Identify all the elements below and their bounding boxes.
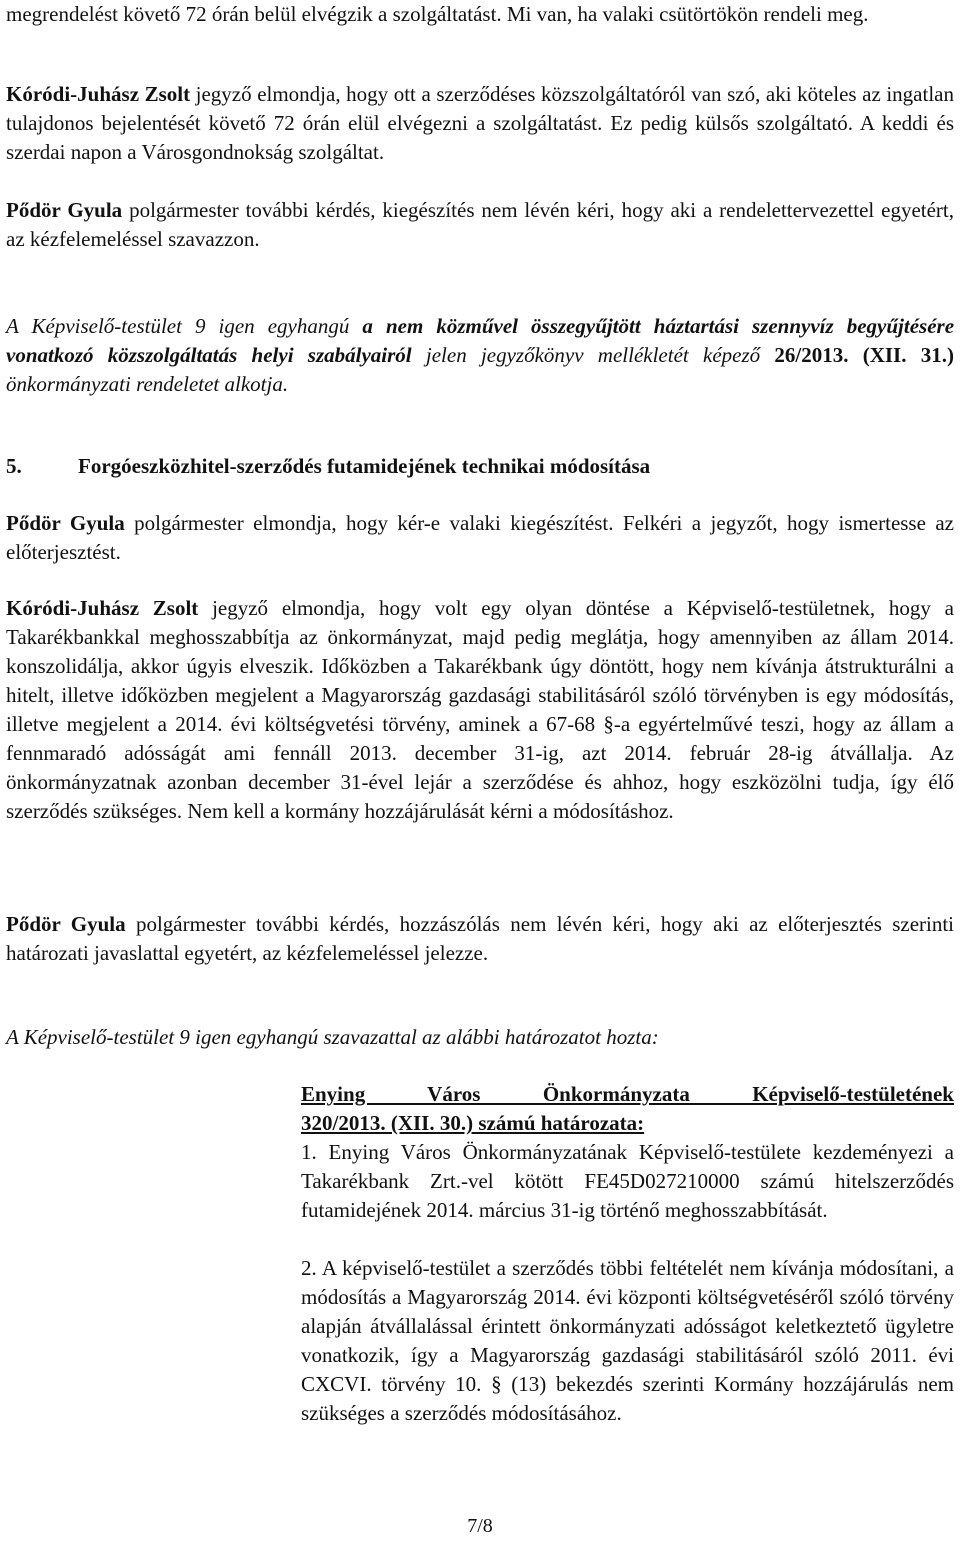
decision-mid: jelen jegyzőkönyv mellékletét képező — [411, 343, 775, 367]
resolution-item-2: 2. A képviselő-testület a szerződés többi feltételét nem kívánja módosítani, a módosítás a Magyarország 2014. évi központi költségvetéséről szóló törvény alapján átvállalással érintett önkormányzati adósságot keletkeztető ügyletre vonatkozik, így a Magyarország gazdasági stabilitásáról szóló 2011. évi CXCVI. törvény 10. § (13) bekezdés szerinti Kormány hozzájárulás nem szükséges a szerződés módosításához. — [301, 1256, 954, 1425]
resolution-number: 320/2013. (XII. 30.) számú határozata: — [301, 1111, 645, 1135]
paragraph-text: polgármester további kérdés, kiegészítés nem lévén kéri, hogy aki a rendelettervezettel egyetért, az kézfelemeléssel szavazzon. — [6, 198, 955, 251]
speaker-name: Pődör Gyula — [6, 511, 125, 535]
paragraph-text: polgármester elmondja, hogy kér-e valaki kiegészítést. Felkéri a jegyzőt, hogy ismertesse az előterjesztést. — [6, 511, 954, 564]
decree-number: 26/2013. (XII. 31.) — [774, 343, 954, 367]
spacer — [301, 1225, 954, 1254]
resolution-item-1: 1. Enying Város Önkormányzatának Képviselő-testülete kezdeményezi a Takarékbank Zrt.-vel kötött FE45D027210000 számú hitelszerződés futamidejének 2014. március 31-ig történő meghosszabbítását. — [301, 1140, 954, 1222]
decision-intro: A Képviselő-testület 9 igen egyhangú — [6, 314, 363, 338]
section-heading — [6, 452, 954, 481]
decree-title: a nem közművel összegyűjtött háztartási szennyvíz begyűjtésére vonatkozó közszolgáltatás helyi szabályairól — [6, 314, 955, 367]
speaker-name: Kóródi-Juhász Zsolt — [6, 596, 199, 620]
section-title: Forgóeszközhitel-szerződés futamidejének technikai módosítása — [78, 454, 651, 478]
paragraph-text: jegyző elmondja, hogy volt egy olyan döntése a Képviselő-testületnek, hogy a Takarékbankkal meghosszabbítja az önkormányzat, majd pedig meglátja, hogy amennyiben az állam 2014. konszolidálja, akkor úgyis elveszik. Időközben a Takarékbank úgy döntött, hogy nem kívánja átstrukturálni a hitelt, illetve időközben megjelent a Magyarország gazdasági stabilitásáról szóló törvényben is egy módosítás, illetve megjelent a 2014. évi költségvetési törvény, aminek a 67-68 §-a egyértelművé teszi, hogy az állam a fennmaradó adósságát ami fennáll 2013. december 31-ig, azt 2014. február 28-ig átvállalja. Az önkormányzatnak azonban december 31-ével lejár a szerződése és ahhoz, hogy eszközölni tudja, így élő szerződés szükséges. Nem kell a kormány hozzájárulását kérni a módosításhoz. — [6, 596, 954, 823]
speaker-name: Kóródi-Juhász Zsolt — [6, 82, 191, 106]
paragraph-notary-explanation — [6, 594, 954, 826]
decision-end: önkormányzati rendeletet alkotja. — [6, 372, 289, 396]
paragraph-continuation: megrendelést követő 72 órán belül elvégzik a szolgáltatást. Mi van, ha valaki csütörtökön rendeli meg. — [6, 2, 869, 26]
paragraph-mayor-vote-call-2 — [6, 910, 954, 968]
speaker-name: Pődör Gyula — [6, 198, 123, 222]
paragraph-resolution-intro: A Képviselő-testület 9 igen egyhangú szavazattal az alábbi határozatot hozta: — [6, 1025, 659, 1049]
paragraph-mayor-opening — [6, 509, 954, 567]
resolution-block — [301, 1080, 954, 1428]
paragraph-mayor-vote-call — [6, 196, 954, 254]
section-number: 5. — [6, 454, 22, 478]
page-number: 7/8 — [467, 1515, 493, 1537]
paragraph-decree-adopted — [6, 312, 954, 399]
speaker-name: Pődör Gyula — [6, 912, 126, 936]
paragraph-notary-statement — [6, 80, 954, 167]
paragraph-text: polgármester további kérdés, hozzászólás nem lévén kéri, hogy aki az előterjesztés szerinti határozati javaslattal egyetért, az kézfelemeléssel jelezze. — [6, 912, 955, 965]
resolution-title: Enying Város Önkormányzata Képviselő-testületének — [301, 1082, 954, 1106]
paragraph-text: jegyző elmondja, hogy ott a szerződéses közszolgáltatóról van szó, aki köteles az ingatlan tulajdonos bejelentését követő 72 órán elül elvégezni a szolgáltatást. Ez pedig külsős szolgáltató. A keddi és szerdai napon a Városgondnokság szolgáltat. — [6, 82, 954, 164]
